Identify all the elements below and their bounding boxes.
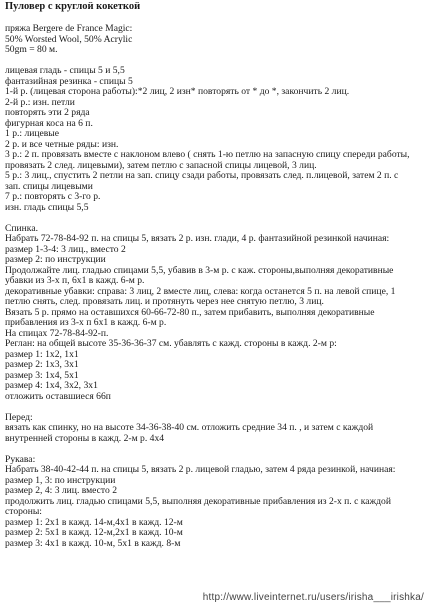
text-line: петлю снять, след. провязать лиц. и протянуть через нее снятую петлю, 3 лиц. xyxy=(5,297,324,307)
text-line: 3 р.: 2 п. провязать вместе с наклоном влево ( снять 1-ю петлю на запасную спицу спереди работы, xyxy=(5,150,410,160)
text-line: размер 2: 1х3, 3х1 xyxy=(5,360,79,370)
text-line: отложить оставшиеся 66п xyxy=(5,391,111,402)
text-line: размер 1: 1х2, 1х1 xyxy=(5,349,79,360)
text-line: размер 3: 1х4, 5х1 xyxy=(5,370,79,381)
text-line: декоративные убавки: справа: 3 лиц, 2 вместе лиц, слева: когда останется 5 п. на левой спице, 1 xyxy=(5,286,396,297)
pattern-document xyxy=(5,2,425,549)
text-line: фигурная коса на 6 п. xyxy=(5,118,93,129)
text-line: размер 2: по инструкции xyxy=(5,255,106,265)
pattern-lines xyxy=(5,14,425,550)
text-line: Продолжайте лиц. гладью спицами 5,5, убавив в 3-м р. с каж. стороны,выполняя декоративные xyxy=(5,265,394,276)
text-line: 1 р.: лицевые xyxy=(5,129,60,139)
text-line: 5 р.: 3 лиц., спустить 2 петли на зап. спицу сзади работы, провязать след. п.лицевой, затем 2 п. с xyxy=(5,171,399,181)
text-line: лицевая гладь - спицы 5 и 5,5 xyxy=(5,66,125,76)
blank-line xyxy=(5,14,425,25)
text-line: Вязать 5 р. прямо на оставшихся 60-66-72-80 п., затем прибавить, выполняя декоративные xyxy=(5,307,375,318)
document-title: Пуловер с круглой кокеткой xyxy=(5,2,141,12)
text-line: вязать как спинку, но на высоте 34-36-38-40 см. отложить средние 34 п. , и затем с каждой xyxy=(5,423,374,433)
text-line: фантазийная резинка - спицы 5 xyxy=(5,76,133,87)
text-line: провязать 2 след. лицевыми), затем петлю с запасной спицы лицевой, 3 лиц. xyxy=(5,160,317,171)
text-line: Перед: xyxy=(5,412,33,423)
text-line: повторять эти 2 ряда xyxy=(5,108,90,118)
text-line: размер 2, 4: 3 лиц. вместо 2 xyxy=(5,486,117,496)
text-line: пряжа Bergere de France Magic: xyxy=(5,24,133,34)
text-line: На спицах 72-78-84-92-п. xyxy=(5,328,109,339)
text-line: прибавления из 3-х п 6х1 в кажд. 6-м р. xyxy=(5,318,167,328)
text-line: размер 1, 3: по инструкции xyxy=(5,475,116,486)
text-line: изн. гладь спицы 5,5 xyxy=(5,202,89,213)
text-line: 50% Worsted Wool, 50% Acrylic xyxy=(5,34,133,45)
blank-line xyxy=(5,56,425,67)
text-line: 1-й р. (лицевая сторона работы):*2 лиц, 2 изн* повторять от * до *, закончить 2 лиц. xyxy=(5,87,350,97)
text-line: Спинка. xyxy=(5,223,38,234)
text-line: размер 4: 1х4, 3х2, 3х1 xyxy=(5,381,98,391)
blank-line xyxy=(5,213,425,224)
blank-line xyxy=(5,402,425,413)
text-line: размер 1: 2х1 в кажд. 14-м,4х1 в кажд. 12-м xyxy=(5,517,183,528)
text-line: внутренней стороны в кажд. 2-м р. 4х4 xyxy=(5,433,165,444)
text-line: размер 3: 4х1 в кажд. 10-м, 5х1 в кажд. 8-м xyxy=(5,538,181,549)
text-line: 7 р.: повторять с 3-го р. xyxy=(5,192,101,202)
text-line: Набрать 72-78-84-92 п. на спицы 5, вязать 2 р. изн. глади, 4 р. фантазийной резинкой начиная: xyxy=(5,234,390,244)
text-line: 2-й р.: изн. петли xyxy=(5,97,75,108)
text-line: 50gm = 80 м. xyxy=(5,45,58,55)
text-line: стороны: xyxy=(5,507,42,517)
text-line: убавки из 3-х п, 6х1 в кажд. 6-м р. xyxy=(5,276,145,286)
text-line: зап. спицы лицевыми xyxy=(5,181,93,192)
text-line: размер 2: 5х1 в кажд. 12-м,2х1 в кажд. 10-м xyxy=(5,528,183,538)
text-line: размер 1-3-4: 3 лиц., вместо 2 xyxy=(5,244,126,255)
text-line: Набрать 38-40-42-44 п. на спицы 5, вязать 2 р. лицевой гладью, затем 4 ряда резинкой, начиная: xyxy=(5,465,396,475)
text-line: продолжить лиц. гладью спицами 5,5, выполняя декоративные прибавления из 2-х п. с каждой xyxy=(5,496,391,507)
text-line: Реглан: на общей высоте 35-36-36-37 см. убавлять с кажд. стороны в кажд. 2-м р: xyxy=(5,339,337,349)
text-line: 2 р. и все четные ряды: изн. xyxy=(5,139,119,150)
text-line: Рукава: xyxy=(5,454,36,465)
blank-line xyxy=(5,444,425,455)
watermark-url: http://www.liveinternet.ru/users/irisha___irishka/ xyxy=(202,592,424,603)
